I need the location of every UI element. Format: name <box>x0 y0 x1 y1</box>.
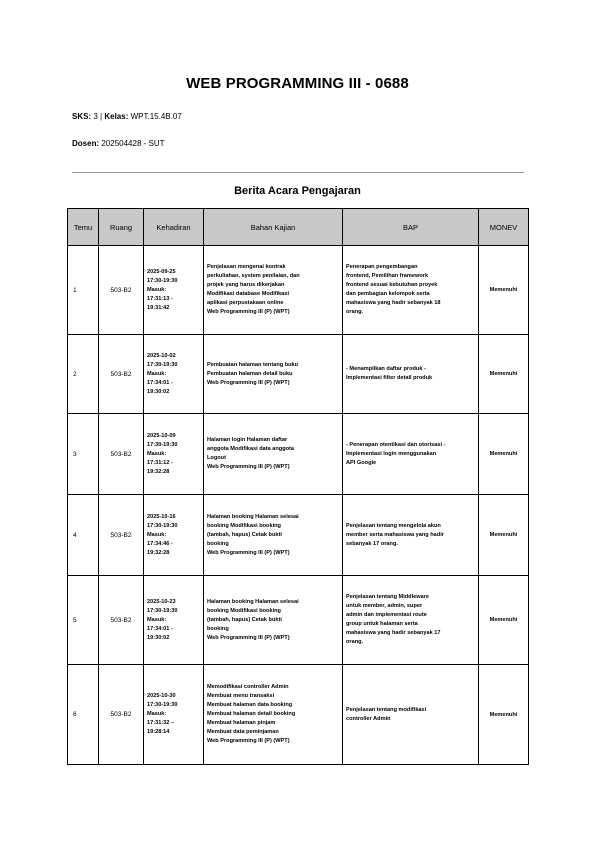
cell-bap <box>343 414 479 495</box>
cell-bahan-kajian <box>204 414 343 495</box>
table-row <box>68 414 529 495</box>
cell-bap <box>343 495 479 576</box>
cell-kehadiran-line: Masuk: <box>147 616 167 623</box>
cell-monev: Memenuhi <box>479 665 529 765</box>
cell-bahan-kajian-line: Halaman booking Halaman selesai <box>207 513 299 520</box>
cell-temu: 6 <box>68 665 99 765</box>
header-ruang: Ruang <box>99 209 144 246</box>
cell-bahan-kajian-line: Pembuatan halaman tentang buku <box>207 361 299 368</box>
cell-bap-line: sebanyak 17 orang. <box>346 540 398 547</box>
cell-kehadiran-line: Masuk: <box>147 450 167 457</box>
header-kehadiran: Kehadiran <box>144 209 204 246</box>
attendance-table <box>67 208 529 765</box>
lecturer-meta <box>72 139 165 148</box>
cell-bap-line: mahasiswa yang hadir sebanyak 18 <box>346 300 441 306</box>
header-monev: MONEV <box>479 209 529 246</box>
cell-kehadiran-line: 17:30-19:30 <box>147 607 178 614</box>
cell-kehadiran-line: 17:34:01 - <box>147 379 173 386</box>
cell-kehadiran-line: 17:31:12 - <box>147 459 173 466</box>
cell-ruang: 503-B2 <box>99 576 144 665</box>
meta-separator: | <box>100 112 103 121</box>
header-bap: BAP <box>343 209 479 246</box>
cell-bap-line: Penjelasan tentang modifikasi <box>346 706 427 713</box>
cell-bahan-kajian <box>204 495 343 576</box>
cell-bap-line: - Penerapan otentikasi dan otorisasi - <box>346 441 446 448</box>
cell-ruang: 503-B2 <box>99 246 144 335</box>
cell-bap-line: Implementasi filter detail produk <box>346 375 433 381</box>
header-bahan-kajian: Bahan Kajian <box>204 209 343 246</box>
cell-bap-line: admin dan implementasi route <box>346 612 427 618</box>
cell-temu: 3 <box>68 414 99 495</box>
cell-bap <box>343 576 479 665</box>
cell-kehadiran-line: Masuk: <box>147 711 167 717</box>
cell-bap-line: Implementasi login menggunakan <box>346 450 437 457</box>
cell-bahan-kajian-line: Web Programming III (P) (WPT) <box>207 549 290 556</box>
cell-bap-line: frontend sesuai kebutuhan proyek <box>346 282 438 288</box>
cell-bap-line: - Menampilkan daftar produk - <box>346 366 426 372</box>
cell-temu: 1 <box>68 246 99 335</box>
cell-kehadiran-line: 17:30-19:30 <box>147 361 178 368</box>
cell-bap-line: member serta mahasiswa yang hadir <box>346 531 444 538</box>
course-meta <box>72 112 182 121</box>
cell-ruang: 503-B2 <box>99 495 144 576</box>
cell-bahan-kajian-line: booking <box>207 540 229 547</box>
table-header-row <box>68 209 529 246</box>
cell-kehadiran-line: 17:30-19:30 <box>147 441 178 448</box>
cell-kehadiran-line: 17:31:32 – <box>147 720 175 726</box>
sks-label: SKS: <box>72 112 92 121</box>
cell-kehadiran-line: 19:28:14 <box>147 729 170 735</box>
cell-kehadiran-line: 17:31:13 - <box>147 295 173 302</box>
cell-ruang: 503-B2 <box>99 414 144 495</box>
cell-bahan-kajian-line: Halaman booking Halaman selesai <box>207 598 299 605</box>
cell-bahan-kajian <box>204 246 343 335</box>
table-row <box>68 495 529 576</box>
cell-kehadiran-line: 17:30-19:30 <box>147 277 178 284</box>
cell-bahan-kajian <box>204 665 343 765</box>
dosen-label: Dosen: <box>72 139 100 148</box>
cell-bahan-kajian-line: anggota Modifikasi data anggota <box>207 446 295 452</box>
cell-kehadiran <box>144 495 204 576</box>
sks-value: 3 <box>93 112 98 121</box>
table-row <box>68 665 529 765</box>
cell-bap-line: mahasiswa yang hadir sebanyak 17 <box>346 630 441 636</box>
kelas-label: Kelas: <box>104 112 129 121</box>
cell-bahan-kajian-line: Membuat halaman detail booking <box>207 711 296 717</box>
cell-bahan-kajian-line: Membuat halaman pinjam <box>207 720 276 726</box>
cell-bap-line: API Google <box>346 459 377 466</box>
cell-monev: Memenuhi <box>479 495 529 576</box>
cell-bahan-kajian-line: projek yang harus dikerjakan <box>207 282 285 288</box>
cell-ruang: 503-B2 <box>99 665 144 765</box>
cell-bap-line: frontend, Pemilihan framework <box>346 273 429 279</box>
cell-kehadiran <box>144 576 204 665</box>
cell-kehadiran-line: 19:32:28 <box>147 549 170 556</box>
cell-bahan-kajian-line: Memodifikasi controller Admin <box>207 684 289 690</box>
cell-kehadiran-line: Masuk: <box>147 531 167 538</box>
cell-bap-line: group untuk halaman serta <box>346 621 418 627</box>
cell-temu: 2 <box>68 335 99 414</box>
cell-bap-line: untuk member, admin, super <box>346 603 423 609</box>
cell-kehadiran-line: 17:34:46 - <box>147 540 173 547</box>
cell-bahan-kajian-line: booking Modifikasi booking <box>207 522 281 529</box>
cell-bap-line: orang. <box>346 639 364 645</box>
cell-bap-line: orang. <box>346 309 364 315</box>
cell-kehadiran-line: Masuk: <box>147 370 167 377</box>
cell-bahan-kajian-line: booking Modifikasi booking <box>207 607 281 614</box>
cell-bap-line: Penjelasan tentang mengelola akun <box>346 522 441 529</box>
cell-kehadiran <box>144 335 204 414</box>
cell-bahan-kajian-line: Modifikasi database Modifikasi <box>207 291 290 297</box>
cell-bap <box>343 665 479 765</box>
table-row <box>68 246 529 335</box>
cell-kehadiran <box>144 246 204 335</box>
cell-kehadiran <box>144 665 204 765</box>
cell-bahan-kajian-line: Web Programming III (P) (WPT) <box>207 464 290 470</box>
cell-kehadiran-line: 17:34:01 - <box>147 625 173 632</box>
cell-bahan-kajian <box>204 335 343 414</box>
kelas-value: WPT.15.4B.07 <box>130 112 182 121</box>
cell-monev: Memenuhi <box>479 246 529 335</box>
cell-ruang: 503-B2 <box>99 335 144 414</box>
cell-bap <box>343 335 479 414</box>
cell-bahan-kajian-line: Web Programming III (P) (WPT) <box>207 309 290 315</box>
cell-kehadiran-line: 2025-10-02 <box>147 352 176 359</box>
cell-monev: Memenuhi <box>479 335 529 414</box>
cell-kehadiran-line: 2025-10-16 <box>147 513 176 520</box>
cell-bap <box>343 246 479 335</box>
section-title: Berita Acara Pengajaran <box>234 185 361 197</box>
cell-kehadiran-line: 2025-10-30 <box>147 693 176 699</box>
cell-kehadiran-line: 2025-10-23 <box>147 598 176 605</box>
cell-bahan-kajian-line: Web Programming III (P) (WPT) <box>207 738 290 744</box>
dosen-value: 202504428 - SUT <box>101 139 165 148</box>
cell-temu: 5 <box>68 576 99 665</box>
cell-temu: 4 <box>68 495 99 576</box>
cell-bahan-kajian-line: Membuat halaman data booking <box>207 702 293 708</box>
cell-bap-line: controller Admin <box>346 715 391 722</box>
document-title: WEB PROGRAMMING III - 0688 <box>186 75 409 92</box>
table-row <box>68 335 529 414</box>
cell-kehadiran-line: 19:32:28 <box>147 468 170 475</box>
cell-bahan-kajian-line: Pembuatan halaman detail buku <box>207 370 293 377</box>
cell-bahan-kajian-line: Penjelasan mengenai kontrak <box>207 264 286 270</box>
cell-bap-line: Penerapan pengembangan <box>346 264 418 270</box>
cell-monev: Memenuhi <box>479 414 529 495</box>
cell-bahan-kajian <box>204 576 343 665</box>
cell-kehadiran-line: 19:30:02 <box>147 634 170 641</box>
cell-kehadiran <box>144 414 204 495</box>
cell-bahan-kajian-line: aplikasi perpustakaan online <box>207 300 284 306</box>
cell-kehadiran-line: 17:30-19:30 <box>147 702 178 708</box>
cell-kehadiran-line: 2025-09-25 <box>147 268 176 275</box>
cell-bahan-kajian-line: (tambah, hapus) Cetak bukti <box>207 531 282 538</box>
cell-bahan-kajian-line: Halaman login Halaman daftar <box>207 437 288 443</box>
cell-bahan-kajian-line: booking <box>207 625 229 632</box>
header-temu: Temu <box>68 209 99 246</box>
table-row <box>68 576 529 665</box>
cell-kehadiran-line: 2025-10-09 <box>147 432 176 439</box>
cell-kehadiran-line: 19:30:02 <box>147 388 170 395</box>
cell-kehadiran-line: 17:30-19:30 <box>147 522 178 529</box>
cell-bahan-kajian-line: Membuat menu transaksi <box>207 693 275 699</box>
cell-bahan-kajian-line: perkuliahan, system penilaian, dan <box>207 273 300 279</box>
cell-kehadiran-line: Masuk: <box>147 286 167 293</box>
divider <box>72 172 524 173</box>
cell-bahan-kajian-line: Web Programming III (P) (WPT) <box>207 634 290 641</box>
cell-bahan-kajian-line: Web Programming III (P) (WPT) <box>207 379 290 386</box>
cell-bahan-kajian-line: Logout <box>207 455 226 461</box>
cell-monev: Memenuhi <box>479 576 529 665</box>
cell-kehadiran-line: 19:31:42 <box>147 304 170 311</box>
cell-bap-line: dan pembagian kelompok serta <box>346 291 430 297</box>
cell-bahan-kajian-line: Membuat data peminjaman <box>207 729 279 735</box>
cell-bahan-kajian-line: (tambah, hapus) Cetak bukti <box>207 616 282 623</box>
cell-bap-line: Penjelasan tentang Middleware <box>346 594 429 600</box>
